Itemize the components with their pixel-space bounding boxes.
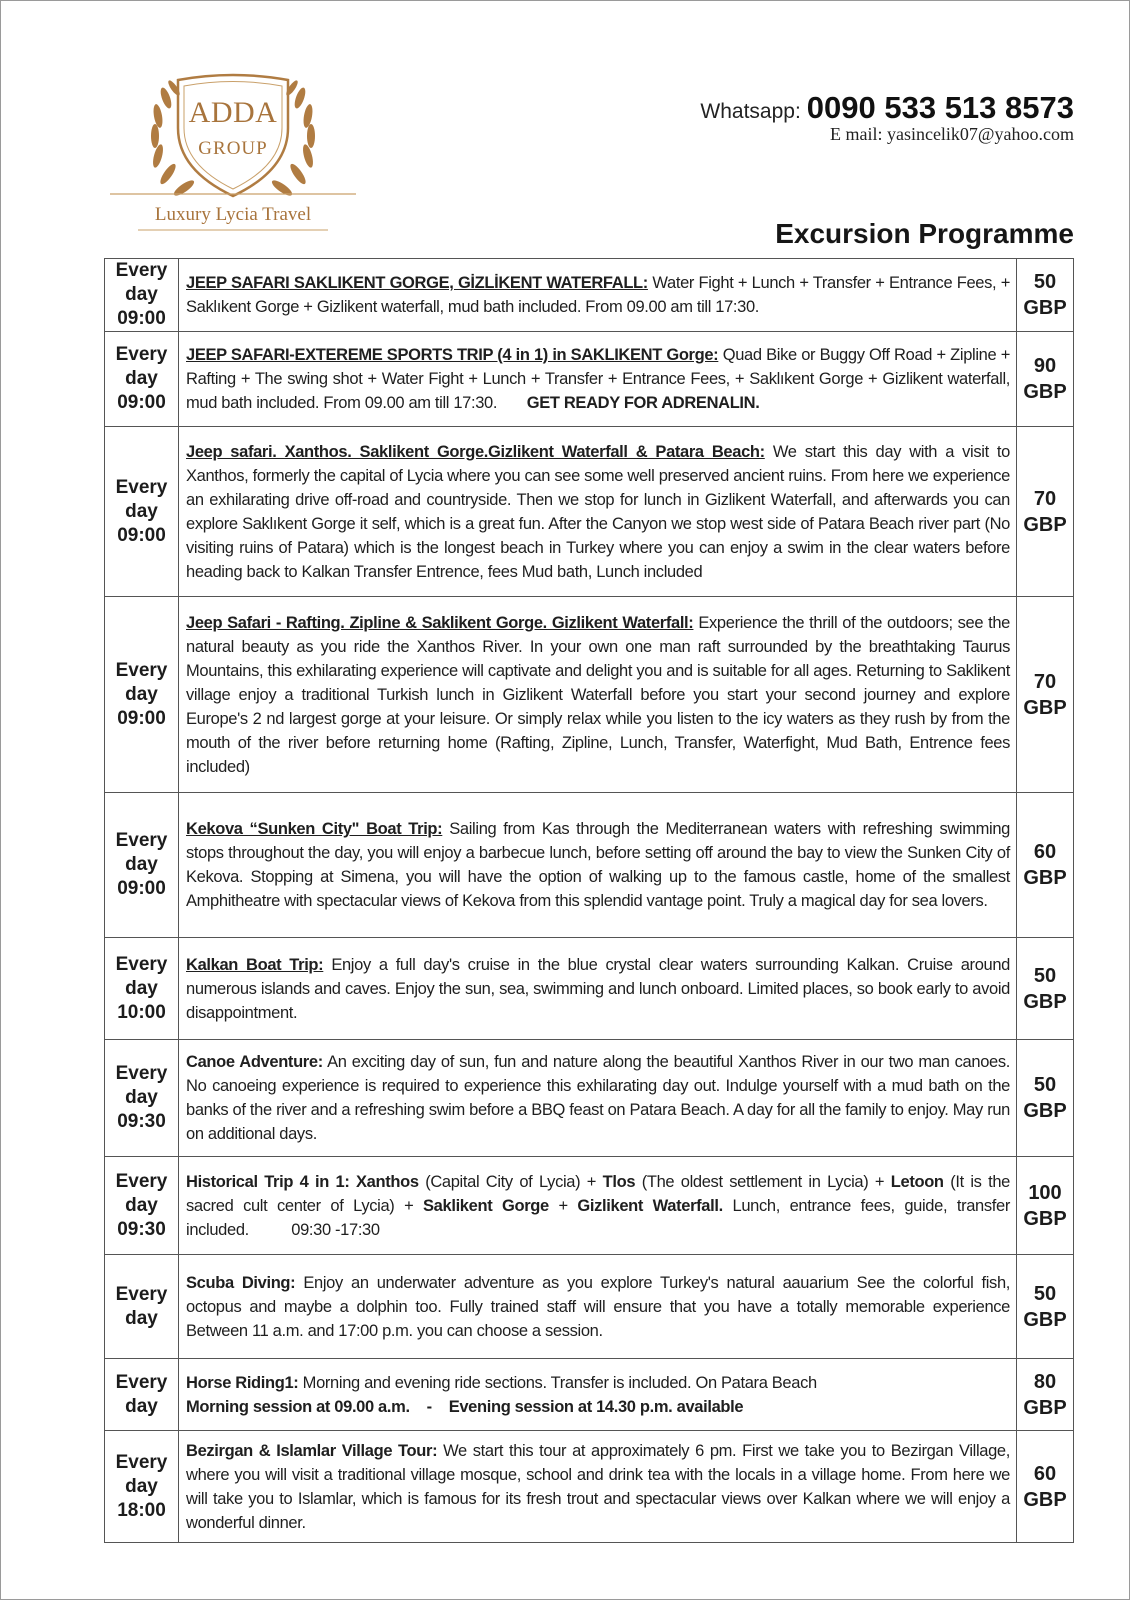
schedule-cell [105, 1040, 179, 1157]
schedule-cell [105, 1431, 179, 1543]
excursion-row [105, 597, 1074, 793]
contact-block [700, 90, 1074, 145]
schedule-line: day [125, 284, 158, 305]
logo-group: GROUP [198, 138, 268, 159]
price-currency: GBP [1023, 381, 1067, 403]
price-amount: 100 [1028, 1181, 1062, 1204]
excursion-text: We start this tour at approximately 6 pm. First we take you to Bezirgan Village, where you will visit a traditional village mosque, school and drink tea with the locals in a village home. From here we will take you to Islamlar, which is famous for its fresh trout and spectacular views over Kalkan where we will enjoy a wonderful dinner. [186, 1441, 1010, 1532]
schedule-line: 10:00 [117, 1001, 166, 1023]
schedule-line: day [125, 1307, 158, 1329]
price-cell [1017, 1359, 1074, 1431]
schedule-line: day [125, 1087, 158, 1108]
excursion-row [105, 938, 1074, 1040]
excursion-title: Canoe Adventure: [186, 1053, 323, 1071]
schedule-line: Every [115, 260, 168, 281]
whatsapp-label: Whatsapp: [700, 100, 801, 123]
excursion-title: Jeep Safari - Rafting. Zipline & Saklikent Gorge. Gizlikent Waterfall: [186, 613, 694, 632]
schedule-line: 09:30 [117, 1111, 166, 1132]
excursion-hours: 09:30 -17:30 [291, 1220, 380, 1239]
schedule-cell [105, 259, 179, 332]
price-currency: GBP [1023, 1488, 1067, 1511]
price-currency: GBP [1023, 1207, 1067, 1230]
price-amount: 50 [1033, 964, 1057, 987]
excursion-text: Enjoy a full day's cruise in the blue crystal clear waters surrounding Kalkan. Cruise around numerous islands and caves. Enjoy the sun, sea, swimming and lunch onboard. Limited places, so book early to avoid disappointment. [186, 955, 1011, 1022]
schedule-line: day [125, 1194, 158, 1216]
excursion-text: Morning and evening ride sections. Transfer is included. On Patara Beach [298, 1373, 817, 1392]
excursion-title: Kekova “Sunken City" Boat Trip: [186, 820, 443, 838]
schedule-line: Every [115, 659, 168, 681]
excursion-row [105, 1359, 1074, 1431]
price-currency: GBP [1023, 990, 1067, 1013]
excursion-text: We start this day with a visit to Xanthos, formerly the capital of Lycia where you can see some well preserved ancient ruins. From here we experience an exhilarating drive off-road and countryside. Then we stop for lunch in Gizlikent Waterfall, and afterwards you can explore Saklıkent Gorge it self, which is a great fun. After the Canyon we stop west side of Patara Beach river part (No visiting ruins of Patara) which is the longest beach in Turkey where you can enjoy a swim in the clear waters before heading back to Kalkan Transfer Entrence, fees Mud bath, Lunch included [186, 442, 1010, 581]
whatsapp-line [700, 90, 1074, 126]
schedule-line: day [125, 368, 158, 389]
page-title: Excursion Programme [775, 218, 1074, 249]
price-cell [1017, 1040, 1074, 1157]
price-currency: GBP [1023, 1308, 1067, 1331]
schedule-line: day [125, 500, 158, 522]
schedule-line: Every [115, 1283, 168, 1305]
description-cell [179, 597, 1017, 793]
price-amount: 50 [1033, 1282, 1057, 1305]
price-amount: 60 [1033, 1462, 1057, 1485]
excursion-site: Saklikent Gorge [423, 1196, 549, 1215]
description-cell [179, 1157, 1017, 1255]
description-cell [179, 259, 1017, 332]
price-currency: GBP [1023, 513, 1067, 536]
schedule-cell [105, 1157, 179, 1255]
excursion-text: + [548, 1196, 578, 1215]
excursion-title: Horse Riding1: [186, 1373, 299, 1392]
schedule-line: 09:00 [117, 308, 166, 329]
price-amount: 70 [1033, 670, 1057, 693]
schedule-line: Every [115, 1170, 168, 1192]
schedule-cell [105, 597, 179, 793]
excursion-title: JEEP SAFARI SAKLIKENT GORGE, GİZLİKENT WATERFALL: [186, 274, 648, 292]
schedule-line: 09:00 [117, 878, 166, 899]
schedule-line: 18:00 [117, 1499, 166, 1521]
price-currency: GBP [1023, 867, 1067, 889]
schedule-cell [105, 938, 179, 1040]
whatsapp-number: 0090 533 513 8573 [806, 90, 1074, 125]
excursion-row [105, 793, 1074, 938]
price-cell [1017, 332, 1074, 427]
excursion-row [105, 259, 1074, 332]
excursion-sessions: Morning session at 09.00 a.m. - Evening session at 14.30 p.m. available [186, 1397, 744, 1416]
excursion-text: Lunch, entrance fees, guide, transfer included. [186, 1196, 1010, 1239]
excursion-title: JEEP SAFARI-EXTEREME SPORTS TRIP (4 in 1) in SAKLIKENT Gorge: [186, 346, 719, 364]
excursion-row [105, 1157, 1074, 1255]
price-cell [1017, 427, 1074, 597]
excursion-row [105, 1255, 1074, 1359]
excursion-title: Jeep safari. Xanthos. Saklikent Gorge.Gizlikent Waterfall & Patara Beach: [186, 442, 765, 461]
schedule-line: Every [115, 344, 168, 365]
schedule-cell [105, 332, 179, 427]
excursion-text: Experience the thrill of the outdoors; see the natural beauty as you ride the Xanthos River. In your own one man raft surrounded by the breathtaking Taurus Mountains, this exhilarating experience will captivate and delight you and is suitable for all ages. Returning to Saklikent village enjoy a traditional Turkish lunch in Gizlikent Waterfall before you start your second journey and explore Europe's 2 nd largest gorge at your leisure. Or simply relax while you listen to the icy waters as they rush by from the mouth of the river before returning home (Rafting, Zipline, Lunch, Transfer, Waterfight, Mud Bath, Entrence fees included) [186, 613, 1011, 776]
schedule-cell [105, 427, 179, 597]
price-currency: GBP [1023, 1100, 1067, 1122]
price-currency: GBP [1023, 1396, 1067, 1419]
schedule-line: Every [115, 1371, 168, 1393]
schedule-cell [105, 793, 179, 938]
excursion-title: Historical Trip 4 in 1: Xanthos [186, 1172, 419, 1191]
description-cell [179, 427, 1017, 597]
excursion-title: Scuba Diving: [186, 1273, 296, 1292]
excursion-row [105, 1040, 1074, 1157]
description-cell [179, 1255, 1017, 1359]
schedule-line: 09:00 [117, 392, 166, 413]
price-cell [1017, 793, 1074, 938]
description-cell [179, 1431, 1017, 1543]
price-cell [1017, 259, 1074, 332]
schedule-line: Every [115, 830, 168, 851]
description-cell [179, 938, 1017, 1040]
schedule-cell [105, 1255, 179, 1359]
price-cell [1017, 597, 1074, 793]
excursion-row [105, 1431, 1074, 1543]
schedule-line: Every [115, 476, 168, 498]
price-amount: 60 [1033, 841, 1057, 863]
description-cell [179, 1359, 1017, 1431]
excursion-title: Bezirgan & Islamlar Village Tour: [186, 1441, 438, 1460]
price-cell [1017, 938, 1074, 1040]
price-amount: 70 [1033, 487, 1057, 510]
schedule-line: day [125, 977, 158, 999]
schedule-line: Every [115, 1451, 168, 1473]
adda-group-logo [108, 58, 358, 238]
excursion-highlight: GET READY FOR ADRENALIN. [526, 394, 760, 412]
price-amount: 90 [1033, 355, 1057, 377]
excursion-text: (It is the sacred cult center of Lycia) + [186, 1172, 1010, 1215]
price-cell [1017, 1431, 1074, 1543]
excursion-text: Enjoy an underwater adventure as you explore Turkey's natural aauarium See the colorful fish, octopus and maybe a dolphin too. Fully trained staff will ensure that you have a totally memorable experience Between 11 a.m. and 17:00 p.m. you can choose a session. [186, 1273, 1011, 1340]
excursion-site: Letoon [890, 1172, 944, 1191]
schedule-line: day [125, 1395, 158, 1417]
price-amount: 50 [1033, 1074, 1057, 1096]
excursion-text: Water Fight + Lunch + Transfer + Entrance Fees, + Saklıkent Gorge + Gizlikent waterfall, mud bath included. From 09.00 am till 17:30. [186, 274, 1011, 316]
schedule-line: 09:00 [117, 707, 166, 729]
excursion-text: Sailing from Kas through the Mediterranean waters with refreshing swimming stops throughout the day, you will enjoy a barbecue lunch, before setting off around the bay to view the Sunken City of Kekova. Stopping at Simena, you will have the option of walking up to the famous castle, home of the smallest Amphitheatre with spectacular views of Kekova from this splendid vantage point. Truly a magical day for sea lovers. [186, 820, 1010, 910]
description-cell [179, 332, 1017, 427]
excursion-title: Kalkan Boat Trip: [186, 955, 324, 974]
excursion-row [105, 332, 1074, 427]
excursion-site: Gizlikent Waterfall. [577, 1196, 723, 1215]
price-cell [1017, 1157, 1074, 1255]
price-currency: GBP [1023, 297, 1067, 319]
email-line: E mail: yasincelik07@yahoo.com [829, 124, 1074, 144]
excursion-text: Quad Bike or Buggy Off Road + Zipline + Rafting + The swing shot + Water Fight + Lunch + Transfer + Entrance Fees, + Saklıkent Gorge + Gizlikent waterfall, mud bath included. From 09.00 am till 17:30. [186, 346, 1011, 412]
schedule-line: day [125, 854, 158, 875]
schedule-line: day [125, 683, 158, 705]
excursion-text: (The oldest settlement in Lycia) + [635, 1172, 891, 1191]
price-currency: GBP [1023, 696, 1067, 719]
excursion-site: Tlos [602, 1172, 636, 1191]
schedule-line: Every [115, 1063, 168, 1084]
schedule-cell [105, 1359, 179, 1431]
schedule-line: Every [115, 953, 168, 975]
price-amount: 80 [1033, 1370, 1057, 1393]
price-cell [1017, 1255, 1074, 1359]
price-amount: 50 [1033, 271, 1057, 293]
logo-name: ADDA [188, 96, 278, 129]
excursion-row [105, 427, 1074, 597]
logo-tagline: Luxury Lycia Travel [154, 204, 312, 225]
description-cell [179, 793, 1017, 938]
schedule-line: 09:00 [117, 524, 166, 546]
schedule-line: day [125, 1475, 158, 1497]
excursion-text: An exciting day of sun, fun and nature along the beautiful Xanthos River in our two man canoes. No canoeing experience is required to experience this exhilarating day out. Indulge yourself with a mud bath on the banks of the river and a refreshing swim before a BBQ feast on Patara Beach. A day for all the family to enjoy. May run on additional days. [186, 1053, 1010, 1143]
description-cell [179, 1040, 1017, 1157]
excursion-text: (Capital City of Lycia) + [418, 1172, 603, 1191]
schedule-line: 09:30 [117, 1218, 166, 1240]
excursion-table [104, 258, 1074, 1543]
